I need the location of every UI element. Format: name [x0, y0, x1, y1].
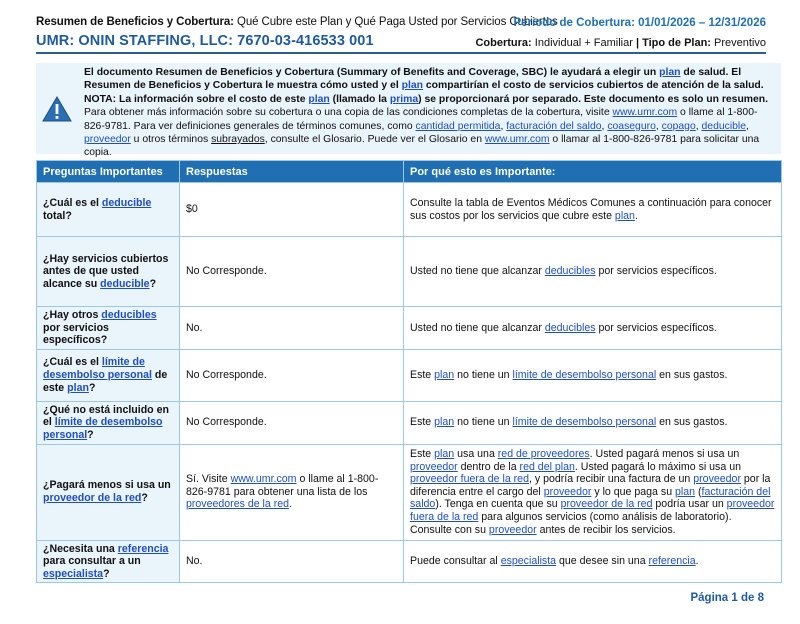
table-row [37, 401, 782, 444]
answer-cell: No Corresponde. [180, 401, 404, 444]
glossary-link-plan[interactable]: plan [659, 67, 681, 78]
glossary-link-proveedor-fuera-de-la-red[interactable]: proveedor fuera de la red [410, 498, 775, 523]
table-row [37, 540, 782, 583]
glossary-link-proveedor-fuera-de-la-red[interactable]: proveedor fuera de la red [410, 473, 529, 486]
glossary-link-limite-de-desembolso-personal[interactable]: límite de desembolso personal [43, 356, 152, 381]
page-number: Página 1 de 8 [690, 592, 764, 604]
glossary-link-proveedor[interactable]: proveedor [84, 134, 131, 146]
glossary-link-proveedor[interactable]: proveedor [488, 523, 537, 536]
why-important-cell: Consulte la tabla de Eventos Médicos Comunes a continuación para conocer sus costos por los servicios que cubre este plan. [404, 183, 782, 237]
answer-cell: No. [180, 540, 404, 583]
question-cell: ¿Qué no está incluido en el límite de desembolso personal? [37, 401, 180, 444]
glossary-link-deducible[interactable]: deducible [701, 120, 747, 132]
why-important-cell: Este plan usa una red de proveedores. Usted pagará menos si usa un proveedor dentro de la red del plan. Usted pagará lo máximo si usa un proveedor fuera de la red, y podría recibir una factura de un proveedor por la diferencia entre el cargo del proveedor y lo que paga su plan (facturación del saldo). Tenga en cuenta que su proveedor de la red podría usar un proveedor fuera de la red para algunos servicios (como análisis de laboratorio). Consulte con su proveedor antes de recibir los servicios. [404, 444, 782, 540]
why-important-cell: Usted no tiene que alcanzar deducibles por servicios específicos. [404, 237, 782, 307]
glossary-link-coaseguro[interactable]: coaseguro [607, 120, 656, 132]
notice-box [36, 63, 781, 159]
umr-website-link[interactable]: www.umr.com [612, 107, 678, 119]
document-title: Resumen de Beneficios y Cobertura: Qué Cubre este Plan y Qué Paga Usted por Servicios Cubiertos [36, 16, 558, 28]
glossary-link-red-del-plan[interactable]: red del plan [519, 460, 575, 473]
glossary-link-cantidad-permitida[interactable]: cantidad permitida [415, 120, 501, 132]
important-questions-table [36, 160, 782, 583]
table-row [37, 307, 782, 350]
plan-name: UMR: ONIN STAFFING, LLC: 7670-03-416533 001 [36, 33, 374, 49]
glossary-link-plan[interactable]: plan [434, 447, 455, 460]
notice-text: El documento Resumen de Beneficios y Cobertura (Summary of Benefits and Coverage, SBC) le ayudará a elegir un plan de salud. El Resumen de Beneficios y Cobertura le muestra cómo usted y el plan compartirían el costo de servicios cubiertos de atención de la salud. NOTA: La información sobre el costo de este plan (llamado la prima) se proporcionará por separado. Este documento es solo un resumen. Para obtener más información sobre su cobertura o una copia de las condiciones completas de la cobertura, visite www.umr.com o llame al 1-800-826-9781. Para ver definiciones generales de términos comunes, como cantidad permitida, facturación del saldo, coaseguro, copago, deducible, proveedor u otros términos subrayados, consulte el Glosario. Puede ver el Glosario en www.umr.com o llamar al 1-800-826-9781 para solicitar una copia. [84, 67, 769, 159]
question-cell: ¿Hay servicios cubiertos antes de que usted alcance su deducible? [37, 237, 180, 307]
glossary-link-proveedor-de-la-red[interactable]: proveedor de la red [43, 492, 142, 505]
glossary-link-referencia[interactable]: referencia [117, 542, 169, 555]
why-important-cell: Usted no tiene que alcanzar deducibles por servicios específicos. [404, 307, 782, 350]
column-header: Preguntas Importantes [37, 161, 180, 183]
answer-cell: $0 [180, 183, 404, 237]
glossary-link-plan[interactable]: plan [401, 80, 423, 92]
glossary-link-red-de-proveedores[interactable]: red de proveedores [497, 447, 590, 460]
glossary-link-deducibles[interactable]: deducibles [544, 321, 596, 334]
glossary-link-facturacion-del-saldo[interactable]: facturación del saldo [410, 485, 771, 511]
glossary-link-proveedor[interactable]: proveedor [543, 485, 592, 498]
umr-website-link[interactable]: www.umr.com [230, 473, 297, 486]
answer-cell: No. [180, 307, 404, 350]
question-cell: ¿Cuál es el límite de desembolso personal de este plan? [37, 349, 180, 401]
glossary-link-proveedor[interactable]: proveedor [693, 473, 741, 486]
table-row [37, 183, 782, 237]
question-cell: ¿Cuál es el deducible total? [37, 183, 180, 237]
glossary-link-plan[interactable]: plan [434, 368, 455, 381]
question-cell: ¿Necesita una referencia para consultar a un especialista? [37, 540, 180, 583]
glossary-link-referencia[interactable]: referencia [648, 555, 696, 568]
page-header [36, 16, 766, 54]
why-important-cell: Este plan no tiene un límite de desembolso personal en sus gastos. [404, 401, 782, 444]
umr-website-link[interactable]: www.umr.com [484, 134, 550, 146]
table-row [37, 349, 782, 401]
question-cell: ¿Hay otros deducibles por servicios específicos? [37, 307, 180, 350]
question-cell: ¿Pagará menos si usa un proveedor de la red? [37, 444, 180, 540]
glossary-link-copago[interactable]: copago [661, 120, 696, 132]
glossary-link-proveedor[interactable]: proveedor [410, 460, 458, 473]
glossary-link-deducible[interactable]: deducible [101, 196, 152, 209]
coverage-period: Periodo de Cobertura: 01/01/2026 – 12/31/2026 [513, 17, 766, 29]
glossary-link-limite-de-desembolso-personal[interactable]: límite de desembolso personal [512, 416, 657, 429]
answer-cell: No Corresponde. [180, 237, 404, 307]
glossary-link-deducibles[interactable]: deducibles [544, 265, 596, 278]
warning-icon [42, 96, 72, 122]
glossary-link-plan[interactable]: plan [675, 485, 696, 498]
glossary-link-especialista[interactable]: especialista [43, 567, 104, 580]
glossary-link-proveedores-de-la-red[interactable]: proveedores de la red [186, 498, 290, 511]
answer-cell: No Corresponde. [180, 349, 404, 401]
answer-cell: Sí. Visite www.umr.com o llame al 1-800-826-9781 para obtener una lista de los proveedores de la red. [180, 444, 404, 540]
glossary-link-plan[interactable]: plan [308, 93, 330, 105]
glossary-link-proveedor-de-la-red[interactable]: proveedor de la red [560, 498, 653, 511]
glossary-link-deducibles[interactable]: deducibles [101, 309, 157, 321]
coverage-type: Cobertura: Individual + Familiar | Tipo de Plan: Preventivo [475, 37, 766, 49]
glossary-link-plan[interactable]: plan [67, 381, 89, 394]
glossary-link-deducible[interactable]: deducible [100, 277, 150, 290]
glossary-link-limite-de-desembolso-personal[interactable]: límite de desembolso personal [512, 368, 657, 381]
table-row [37, 444, 782, 540]
table-row [37, 237, 782, 307]
table-header-row [37, 161, 782, 183]
why-important-cell: Puede consultar al especialista que desee sin una referencia. [404, 540, 782, 583]
glossary-link-limite-de-desembolso-personal[interactable]: límite de desembolso personal [43, 416, 163, 441]
glossary-link-especialista[interactable]: especialista [500, 555, 557, 568]
glossary-link-plan[interactable]: plan [434, 416, 455, 429]
glossary-link-prima[interactable]: prima [389, 93, 419, 105]
column-header: Respuestas [180, 161, 404, 183]
glossary-link-facturacion-del-saldo[interactable]: facturación del saldo [506, 120, 602, 132]
why-important-cell: Este plan no tiene un límite de desembolso personal en sus gastos. [404, 349, 782, 401]
glossary-link-plan[interactable]: plan [614, 209, 635, 222]
column-header: Por qué esto es Importante: [404, 161, 782, 183]
